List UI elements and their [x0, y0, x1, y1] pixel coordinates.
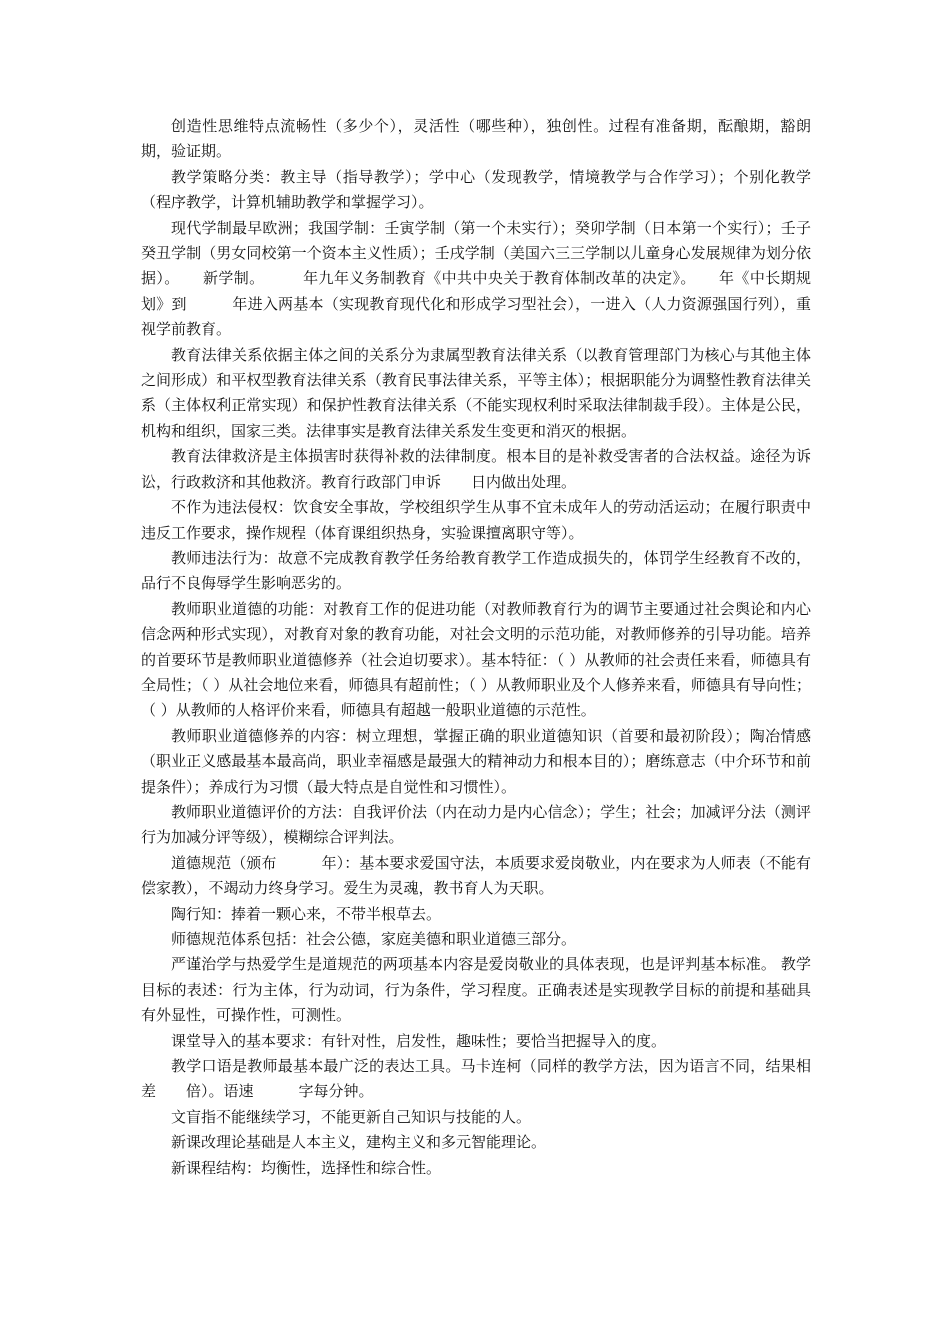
paragraph-teaching-speech: 教学口语是教师最基本最广泛的表达工具。马卡连柯（同样的教学方法，因为语言不同，结果相差 倍）。语速 字每分钟。: [141, 1057, 811, 1101]
paragraph-school-system: 现代学制最早欧洲；我国学制：壬寅学制（第一个未实行）；癸卯学制（日本第一个实行）；壬子癸丑学制（男女同校第一个资本主义性质）；壬戌学制（美国六三三学制以儿童身心发展规律为划分依据）。 新学制。 年九年义务制教育《中共中央关于教育体制改革的决定》。 年《中长期规划》到 年进入两基本（实现教育现代化和形成学习型社会），一进入（人力资源强国行列），重视学前教育。: [141, 218, 811, 339]
paragraph-curriculum-structure: 新课程结构：均衡性，选择性和综合性。: [171, 1158, 442, 1177]
paragraph-illiteracy: 文盲指不能继续学习，不能更新自己知识与技能的人。: [171, 1107, 532, 1126]
paragraph-omission-tort: 不作为违法侵权：饮食安全事故，学校组织学生从事不宜未成年人的劳动活运动；在履行职责中违反工作要求，操作规程（体育课组织热身，实验课擅离职守等）。: [141, 498, 811, 542]
paragraph-moral-norms: 道德规范（颁布 年）：基本要求爱国守法，本质要求爱岗敬业，内在要求为人师表（不能有偿家教），不竭动力终身学习。爱生为灵魂，教书育人为天职。: [141, 853, 811, 898]
paragraph-teaching-objectives: 严谨治学与热爱学生是道规范的两项基本内容是爱岗敬业的具体表现，也是评判基本标准。 教学目标的表述：行为主体，行为动词，行为条件，学习程度。正确表述是实现教学目标的前提和基础具有外显性，可操作性，可测性。: [141, 955, 811, 1025]
paragraph-legal-remedy: 教育法律救济是主体损害时获得补救的法律制度。根本目的是补救受害者的合法权益。途径为诉讼，行政救济和其他救济。教育行政部门申诉 日内做出处理。: [141, 447, 811, 491]
document-body: [141, 114, 811, 1181]
paragraph-ethics-system: 师德规范体系包括：社会公德，家庭美德和职业道德三部分。: [171, 930, 577, 948]
paragraph-lesson-introduction: 课堂导入的基本要求：有针对性，启发性，趣味性；要恰当把握导入的度。: [171, 1031, 667, 1050]
paragraph-creative-thinking: 创造性思维特点流畅性（多少个），灵活性（哪些种），独创性。过程有准备期，酝酿期，豁朗期，验证期。: [141, 117, 811, 161]
paragraph-teaching-strategy: 教学策略分类：教主导（指导教学）；学中心（发现教学，情境教学与合作学习）；个别化教学（程序教学，计算机辅助教学和掌握学习）。: [141, 167, 811, 212]
paragraph-ethics-function: 教师职业道德的功能：对教育工作的促进功能（对教师教育行为的调节主要通过社会舆论和内心信念两种形式实现），对教育对象的教育功能，对社会文明的示范功能，对教师修养的引导功能。培养的首要环节是教师职业道德修养（社会迫切要求）。基本特征：（ ）从教师的社会责任来看，师德具有全局性；（ ）从社会地位来看，师德具有超前性；（ ）从教师职业及个人修养来看，师德具有导向性；（ ）从教师的人格评价来看，师德具有超越一般职业道德的示范性。: [141, 599, 811, 720]
paragraph-tao-xingzhi: 陶行知：捧着一颗心来，不带半根草去。: [171, 904, 442, 923]
paragraph-ethics-evaluation: 教师职业道德评价的方法：自我评价法（内在动力是内心信念）；学生；社会；加减评分法（测评行为加减分评等级），模糊综合评判法。: [141, 802, 811, 847]
paragraph-ethics-cultivation: 教师职业道德修养的内容：树立理想，掌握正确的职业道德知识（首要和最初阶段）；陶冶情感（职业正义感最基本最高尚，职业幸福感是最强大的精神动力和根本目的）；磨练意志（中介环节和前提条件）；养成行为习惯（最大特点是自觉性和习惯性）。: [141, 726, 811, 796]
paragraph-education-legal-relation: 教育法律关系依据主体之间的关系分为隶属型教育法律关系（以教育管理部门为核心与其他主体之间形成）和平权型教育法律关系（教育民事法律关系，平等主体）；根据职能分为调整性教育法律关系（主体权利正常实现）和保护性教育法律关系（不能实现权利时采取法律制裁手段）。主体是公民，机构和组织，国家三类。法律事实是教育法律关系发生变更和消灭的根据。: [141, 345, 811, 440]
paragraph-curriculum-reform-theory: 新课改理论基础是人本主义，建构主义和多元智能理论。: [171, 1133, 547, 1152]
paragraph-teacher-illegal-acts: 教师违法行为：故意不完成教育教学任务给教育教学工作造成损失的，体罚学生经教育不改的，品行不良侮辱学生影响恶劣的。: [141, 548, 811, 593]
